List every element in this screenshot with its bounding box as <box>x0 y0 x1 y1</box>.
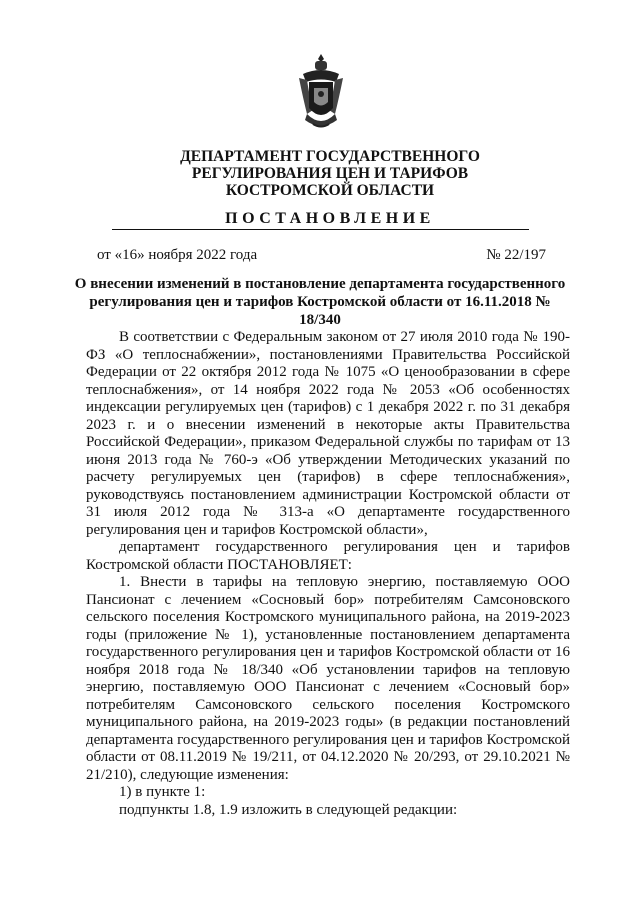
document-type-title: ПОСТАНОВЛЕНИЕ <box>225 210 435 227</box>
header-line-3: КОСТРОМСКОЙ ОБЛАСТИ <box>225 182 435 199</box>
paragraph-resolves: департамент государственного регулирования цен и тарифов Костромской области ПОСТАНОВЛЯЕТ: <box>86 539 570 573</box>
paragraph-preamble: В соответствии с Федеральным законом от 27 июля 2010 года № 190-ФЗ «О теплоснабжении», постановлениями Правительства Российской Федерации от 22 октября 2012 года № 1075 «О ценообразовании в сфере теплоснабжения», от 14 ноября 2022 года № 2053 «Об особенностях индексации регулируемых цен (тарифов) с 1 декабря 2022 г. по 31 декабря 2023 г. и о внесении изменений в некоторые акты Правительства Российской Федерации», приказом Федеральной службы по тарифам от 13 июня 2013 года № 760-э «Об утверждении Методических указаний по расчету регулируемых цен (тарифов) в сфере теплоснабжения», руководствуясь постановлением администрации Костромской области от 31 июля 2012 года № 313-а «О департаменте государственного регулирования цен и тарифов Костромской области», <box>86 329 570 538</box>
title-divider <box>112 229 529 230</box>
paragraph-subitems-edit: подпункты 1.8, 1.9 изложить в следующей редакции: <box>119 801 458 818</box>
department-header <box>80 148 580 199</box>
document-body <box>86 329 570 819</box>
document-date: от «16» ноября 2022 года <box>97 247 258 263</box>
paragraph-item-1: 1. Внести в тарифы на тепловую энергию, поставляемую ООО Пансионат с лечением «Сосновый бор» потребителям Самсоновского сельского поселения Костромского муниципального района, на 2019-2023 годы (приложение № 1), установленные постановлением департамента государственного регулирования цен и тарифов Костромской области от 16 ноября 2018 года № 18/340 «Об установлении тарифов на тепловую энергию, поставляемую ООО Пансионат с лечением «Сосновый бор» потребителям Самсоновского сельского поселения Костромского муниципального района, на 2019-2023 годы» (в редакции постановлений департамента государственного регулирования цен и тарифов Костромской области от 08.11.2019 № 19/211, от 04.12.2020 № 20/293, от 29.10.2021 № 21/210), следующие изменения: <box>86 574 570 783</box>
paragraph-subitem-1: 1) в пункте 1: <box>119 784 206 800</box>
header-line-1: ДЕПАРТАМЕНТ ГОСУДАРСТВЕННОГО <box>180 148 480 165</box>
coat-of-arms-icon <box>297 52 345 130</box>
header-line-2: РЕГУЛИРОВАНИЯ ЦЕН И ТАРИФОВ <box>191 165 469 182</box>
document-number: № 22/197 <box>486 247 546 263</box>
document-subject: О внесении изменений в постановление департамента государственного регулирования цен и тарифов Костромской области от 16.11.2018 № 18/340 <box>74 276 566 328</box>
